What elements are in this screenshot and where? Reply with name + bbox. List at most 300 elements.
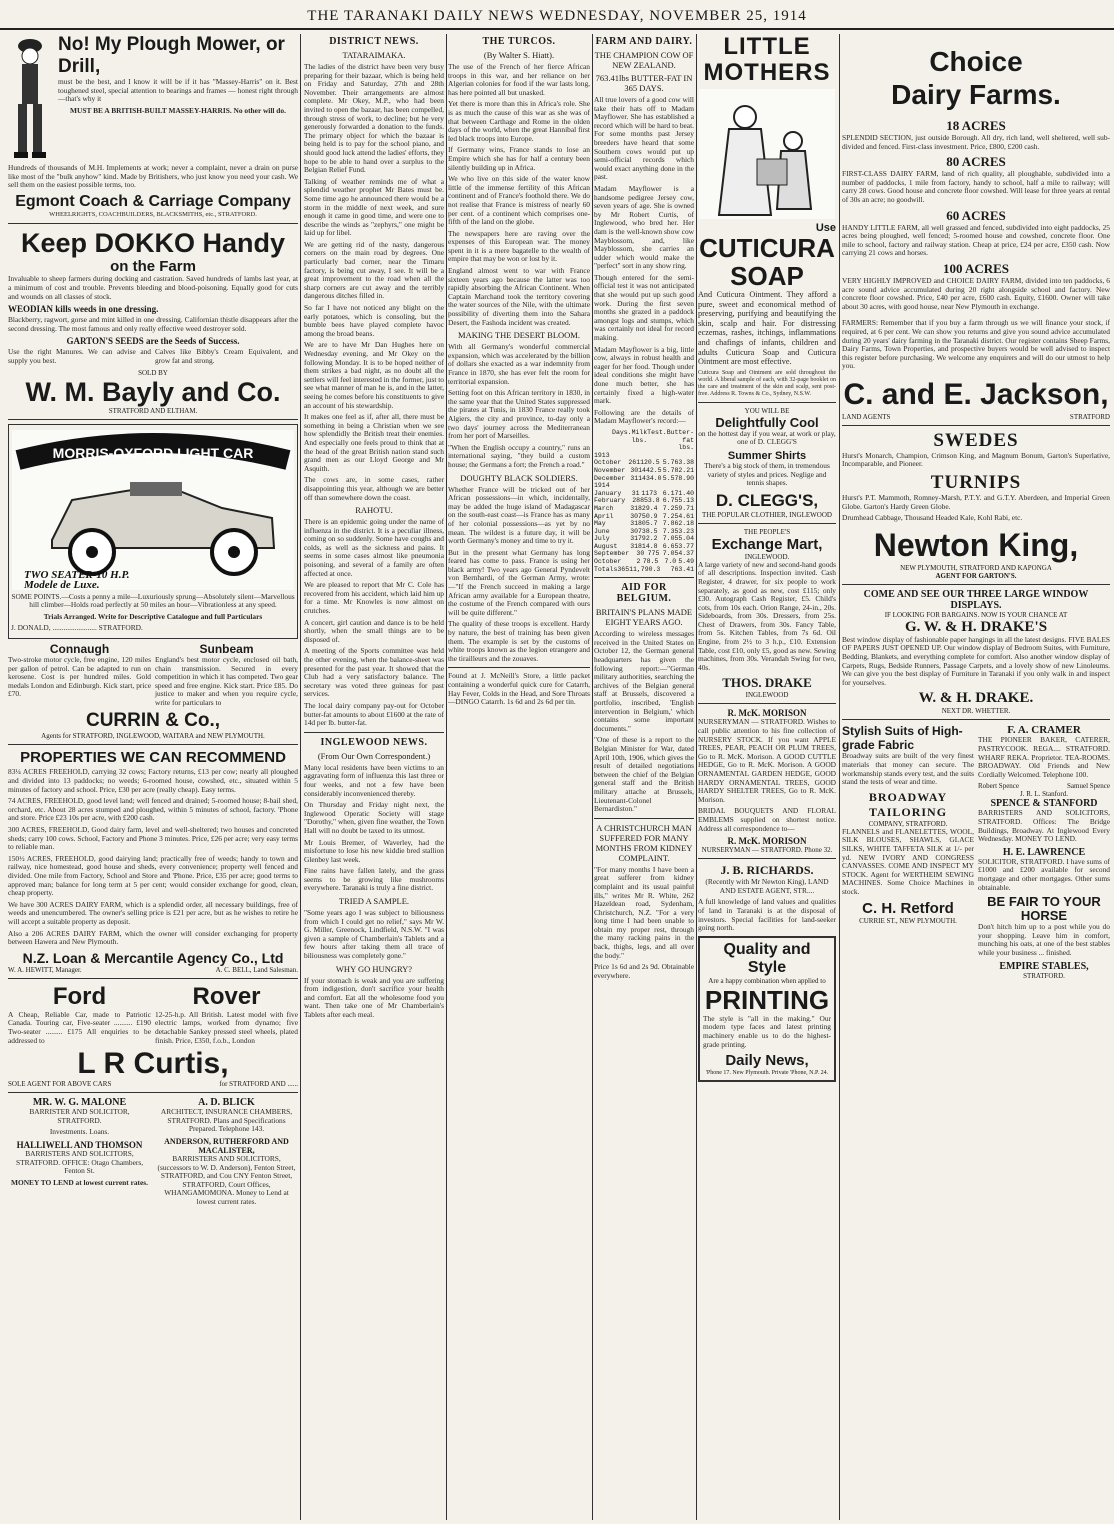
farm-text: HANDY LITTLE FARM, all well grassed and fenced, subdivided into eight paddocks, 25 acres being ploughed, well fenced; 5-roomed house and cowshed, concrete floor. One mile to school, factory and railway station. Cheap at price, £24 per acre, £350 cash. Now carrying 21 cows and horses. xyxy=(842,222,1110,258)
retford-heading: C. H. Retford xyxy=(862,899,954,917)
table-row xyxy=(594,452,694,460)
blick-heading: A. D. BLICK xyxy=(198,1097,255,1109)
property-more-2: Also a 206 ACRES DAIRY FARM, which the owner will consider exchanging for property between Hawera and New Plymouth. xyxy=(8,928,298,947)
dokko-heading: Keep DOKKO Handy xyxy=(20,228,286,259)
stanford-name: J. R. L. Stanford. xyxy=(1019,790,1069,799)
bayly-heading: W. M. Bayly and Co. xyxy=(25,376,281,407)
use-label: Use xyxy=(815,222,836,234)
table-cell: October xyxy=(594,459,622,467)
stylish-text: Broadway suits are built of the very finest materials that money can secure. The workmanship stands every test, and the suits stand the tests of wear and time. xyxy=(842,751,974,787)
table-cell: May xyxy=(594,520,606,528)
egmont-sub: WHEELRIGHTS, COACHBUILDERS, BLACKSMITHS, etc., STRATFORD. xyxy=(49,210,257,218)
article-paragraph: Madam Mayflower is a big, little cow, always in robust health and eager for her food. Though under ideal conditions she might have done much better, she has certainly fixed a high-water mark. xyxy=(594,344,694,406)
news-paragraph: Mr Louis Bremer, of Waverley, had the misfortune to lose his new kiddie bred stallion Glenbey last week. xyxy=(304,837,444,864)
table-row xyxy=(594,459,694,467)
table-cell: 7.0 xyxy=(662,535,675,543)
sold-by: SOLD BY xyxy=(138,368,168,377)
column-6-ads xyxy=(842,34,1110,1520)
properties-heading: PROPERTIES WE CAN RECOMMEND xyxy=(20,749,286,767)
motor-cycle-ads xyxy=(8,642,298,711)
table-cell: 1120.5 xyxy=(636,459,660,467)
table-cell: 71.40 xyxy=(674,489,694,497)
champion-cow-heading: THE CHAMPION COW OF NEW ZEALAND. xyxy=(594,50,694,70)
column-rule xyxy=(300,34,301,1520)
article-paragraph: Yet there is more than this in Africa's role. She is as much the cause of this war as she was of that between Carthage and Rome in the olden days of the world, when the great Hannibal first led black troops into Europe. xyxy=(448,99,590,143)
car-trials: Trials Arranged. Write for Descriptive Catalogue and full Particulars xyxy=(43,611,263,621)
blick-text: ARCHITECT, INSURANCE CHAMBERS, STRATFORD. Plans and Specifications Prepared. Telephone 143. xyxy=(160,1107,293,1134)
table-cell: 59.71 xyxy=(674,504,694,512)
table-cell: 5.7 xyxy=(662,459,675,467)
table-cell: 31 xyxy=(630,474,639,482)
table-cell: 829.4 xyxy=(638,504,658,512)
farm-heading: 80 ACRES xyxy=(946,154,1006,170)
spence-left: Robert Spence xyxy=(978,782,1020,791)
article-paragraph: But in the present what Germany has long feared has come to pass. France is using her black army! Two years ago General Pyndevelt von Bernhardi, of the German Army, wrote:—"If the French succeed in making a large African army available for a European theatre, the costume of the French compared with ours will be quite different." xyxy=(448,547,590,617)
table-cell: 78.90 xyxy=(674,474,694,482)
property-item: 83¼ ACRES FREEHOLD, carrying 32 cows; Factory returns, £13 per cow; nearly all ploughed and divided into 13 paddocks; no weeds; 6-roomed house, cowshed, etc., situated within 5 minutes of factory and school. Price, £30 per acre (really cheap). Easy terms. xyxy=(8,767,298,794)
table-cell: 1442.5 xyxy=(638,466,662,474)
table-cell: 1434.0 xyxy=(638,474,662,482)
connaugh-text: Two-stroke motor cycle, free engine, 120 miles per gallon of petrol. Can be adapted to run on kerosene. Cost is per hundred miles. Gold medals London and Edinburgh. Kick start, price £70. xyxy=(8,654,151,699)
spence-right: Samuel Spence xyxy=(1067,782,1110,791)
article-paragraph: "For many months I have been a great sufferer from kidney complaint and its usual painful ills," writes Mr R. White, 262 Hazeldean road, Sydenham, Christchurch, N.Z. "For a very long time I had been unable to obtain my proper rest, through the many racking pains in the back, thighs, legs, and all over the body." xyxy=(594,864,694,960)
empire-sub: STRATFORD. xyxy=(1023,971,1065,980)
butterfat-heading: 763.41lbs BUTTER-FAT IN 365 DAYS. xyxy=(595,73,693,93)
cramer-heading: F. A. CRAMER xyxy=(1007,724,1081,737)
article-paragraph: Following are the details of Madam Mayflower's record:— xyxy=(594,407,694,426)
rover-text: 12-25-h.p. All British. Latest model with five electric lamps, worked from dynamo; five detachable Sankey pressed steel wheels, plated finish. Price, £350, f.o.b., London xyxy=(155,1009,298,1045)
turnips-text: Hurst's P.T. Mammoth, Romney-Marsh, P.T.Y. and G.T.Y. Aberdeen, and Imperial Green Globe. Garton's Hardy Green Globe. xyxy=(842,493,1110,511)
column-rule xyxy=(839,34,840,1520)
farm-text: VERY HIGHLY IMPROVED and CHOICE DAIRY FARM, divided into ten paddocks, 6 acre sound advice accumulated during 20 right alongside school and factory. New concrete floor cowshed. Price, £40 per acre, £600 cash. Equity, £1600. Owner will take about 30 acres, with good house, near New Plymouth in exchange. xyxy=(842,275,1110,311)
gwh-drake-heading: G. W. & H. DRAKE'S xyxy=(904,618,1048,635)
broadway-heading: BROADWAY TAILORING xyxy=(868,789,948,819)
table-row xyxy=(594,513,694,521)
bottom-ads xyxy=(842,724,1110,979)
cuticura-text: And Cuticura Ointment. They afford a pure, sweet and economical method of preserving, purifying and beautifying the skin, scalp and hair. For distressing eczemas, rashes, itchings, inflammations and chafings of infants, children and adults Cuticura Soap and Cuticura Ointment are most effective. xyxy=(698,290,836,367)
table-cell: 6.7 xyxy=(662,497,675,505)
article-paragraph: The quality of these troops is excellent. Hardy by nature, the best of training has been given them. The example is set by the customs of white troops known as the legion etrangere and the tirailleurs and the zouaves. xyxy=(448,619,590,663)
news-paragraph: We are to have Mr Dan Hughes here on Wednesday evening, and Mr Okey on the following Monday. It is to be hoped neither of them strikes a bad night, as no doubt all the settlers will feel interested in the former, just to see what manner of man he is, and in the latter, seeing he comes before his constituents to give an account of his stewardship. xyxy=(304,340,444,410)
table-cell: 1913 xyxy=(594,451,610,459)
cool-heading: Delightfully Cool xyxy=(715,414,819,430)
news-paragraph: We are pleased to report that Mr C. Cole has recovered from his accident, which laid him up for a time. Mr Knowles is now almost on crutches. xyxy=(304,580,444,616)
table-cell: January xyxy=(594,489,622,497)
broadway-sub: COMPANY, STRATFORD. xyxy=(868,819,948,828)
table-cell: 54.61 xyxy=(674,512,694,520)
farm-text: FIRST-CLASS DAIRY FARM, land of rich quality, all ploughable, subdivided into a number of paddocks, 1 mile from factory, handy to school, half a mile to railway; will carry 28 cows. Good house and concrete floor cowshed. Will lease for three years at rental of 30s an acre; no goodwill. xyxy=(842,169,1110,204)
spence-heading: SPENCE & STANFORD xyxy=(990,798,1098,810)
nz-loan-salesman: A. C. BELL, Land Salesman. xyxy=(215,965,298,974)
retford-sub: CURRIE ST., NEW PLYMOUTH. xyxy=(859,916,957,925)
tataraimaka-heading: TATARAIMAKA. xyxy=(342,50,406,60)
cool-text: on the hottest day if you wear, at work or play, one of D. CLEGG'S xyxy=(698,428,836,447)
quality-sub: Are a happy combination when applied to xyxy=(708,976,826,985)
wh-drake-heading: W. & H. DRAKE. xyxy=(918,690,1034,707)
richards-heading: J. B. RICHARDS. xyxy=(720,863,814,878)
table-cell: November xyxy=(594,466,626,474)
article-paragraph: All true lovers of a good cow will take their hats off to Madam Mayflower. She has established a record which will be hard to beat. For some months past Jersey breeders have heard that some Southern cows would put up semi-official records which would exact anything done in the past. xyxy=(594,95,694,182)
morris-car-ad xyxy=(8,424,298,639)
table-cell: 53.77 xyxy=(674,542,694,550)
table-cell: Days. xyxy=(612,428,632,436)
property-item: 74 ACRES, FREEHOLD, good level land; well fenced and drained; 5-roomed house; 8-bail shed, orchard, etc. About 28 acres stumped and ploughed, within 5 minutes of school, factory. 'Phone and store. Price £23 10s per acre, with £200 cash. xyxy=(8,796,298,823)
malone-investments: Investments. Loans. xyxy=(49,1127,110,1137)
column-rule xyxy=(592,34,593,1520)
table-cell xyxy=(658,452,676,460)
column-4-farm-dairy xyxy=(594,34,694,1520)
curtis-sub-right: for STRATFORD AND ...... xyxy=(219,1080,298,1089)
article-paragraph: "One of these is a report to the Belgian Minister for War, dated April 10th, 1906, which gives the result of detailed negotiations between the chief of the Belgian general staff and the British military attache at Brussels, Lieutenant-Colonel Bernardiston." xyxy=(594,735,694,814)
table-cell: 5.5 xyxy=(662,474,675,482)
connaugh-heading: Connaugh xyxy=(49,641,110,656)
table-cell xyxy=(623,482,641,490)
article-paragraph: Found at J. McNeill's Store, a little packet containing a wonderful quick cure for Catarrh, Hay Fever, Colds in the Head, and Sore Throats—DINGO Catarrh. 1s 6d and 2s 6d per tin. xyxy=(448,671,590,707)
column-rule xyxy=(696,34,697,1520)
table-cell xyxy=(640,482,658,490)
richards-text: (Recently with Mr Newton King), LAND AND ESTATE AGENT, STR.... xyxy=(705,877,829,895)
swedes-text: Hurst's Monarch, Champion, Crimson King, and Magnum Bonum, Garton's Superlative, Incomparable, and Pioneer. xyxy=(842,450,1110,469)
table-row xyxy=(594,566,694,574)
news-paragraph: "Some years ago I was subject to biliousness from which I could get no relief," says Mr W. G. Miller, Greenock, Lindfield, N.S.W. "I was given a sample of Chamberlain's Tablets and a few hours after taking them all trace of biliousness was completely gone." xyxy=(304,908,444,961)
printing-ad xyxy=(698,936,836,1082)
table-cell: 31 xyxy=(631,489,640,497)
table-cell: 54.37 xyxy=(674,550,694,558)
morison-footer-sub: NURSERYMAN — STRATFORD. Phone 32. xyxy=(701,846,833,855)
morison-heading: R. McK. MORISON xyxy=(727,708,807,719)
table-row xyxy=(594,543,694,551)
clegg-heading: D. CLEGG'S, xyxy=(715,490,819,510)
newton-king-agent: AGENT FOR GARTON'S. xyxy=(935,571,1017,580)
table-row xyxy=(594,490,694,498)
farm-text: SPLENDID SECTION, just outside Borough. All dry, rich land, well sheltered, well sub-divided and fenced. First-class investment. Price, £800, £200 cash. xyxy=(842,133,1110,151)
malone-heading: MR. W. G. MALONE xyxy=(32,1097,127,1109)
news-paragraph: On Thursday and Friday night next, the Inglewood Operatic Society will stage "Dorothy," when, given fine weather, the Town Hall will no doubt be taxed to its utmost. xyxy=(304,800,444,835)
car-caption-1: TWO SEATER-10 H.P. xyxy=(24,568,130,581)
masthead: THE TARANAKI DAILY NEWS WEDNESDAY, NOVEMBER 25, 1914 xyxy=(0,4,1114,30)
ford-text: A Cheap, Reliable Car, made to Patriotic Canada. Touring car, Five-seater .......... £190 Two-seater ......... £175 All enquiries to be addressed to xyxy=(8,1009,151,1045)
halliwell-text: BARRISTERS AND SOLICITORS, STRATFORD. OFFICE: Otago Chambers, Fenton St. xyxy=(15,1148,144,1176)
table-cell: Milk lbs. xyxy=(631,428,648,444)
sunbeam-text: England's best motor cycle, enclosed oil bath, chain transmission. Secured in every competition in which it has competed. Two gear speed and free engine. Kick start. Price £85. Do justice to maker and when you require cycle, write for particulars to xyxy=(155,654,298,707)
peoples-label: THE PEOPLE'S xyxy=(743,527,791,536)
currin-heading: CURRIN & Co., xyxy=(85,710,221,732)
table-cell: 7.8 xyxy=(662,520,675,528)
richards-text-2: A full knowledge of land values and qualities of land in Taranaki is at the disposal of investors. Special facilities for land-seeker going north. xyxy=(698,897,836,933)
table-row xyxy=(594,475,694,483)
why-hungry-heading: WHY GO HUNGRY? xyxy=(335,963,413,974)
article-paragraph: "When the English occupy a country," runs an international saying, "they build a custom house; the Germans a fort; the French a road." xyxy=(448,442,590,469)
district-news-heading: DISTRICT NEWS. xyxy=(329,36,419,47)
inglewood-news-heading: INGLEWOOD NEWS. xyxy=(320,736,428,748)
table-cell: 763.41 xyxy=(670,565,694,573)
table-cell: 5.49 xyxy=(678,558,694,566)
daily-news-heading: Daily News, xyxy=(725,1052,809,1070)
plough-ad-title: No! My Plough Mower, or Drill, xyxy=(58,34,285,77)
anderson-text: BARRISTERS AND SOLICITORS, (successors to W. D. Anderson), Fenton Street, STRATFORD, and Cou CNY Fenton Street, STRATFORD, Court Offices, WHANGAMOMONA. Money to Lend at lowest current rates. xyxy=(157,1153,296,1206)
table-cell xyxy=(660,566,670,574)
table-cell: 5.7 xyxy=(662,466,675,474)
article-paragraph: If Germany wins, France stands to lose an Empire which she has for half a century been silently building up in Africa. xyxy=(448,145,590,172)
news-paragraph: The local dairy company pay-out for October butter-fat amounts to about £1600 at the rate of 14d per lb. butter-fat. xyxy=(304,700,444,728)
you-will-be: YOU WILL BE xyxy=(744,406,790,415)
table-cell: 11,790.3 xyxy=(629,565,661,573)
plough-ad-must: MUST BE A BRITISH-BUILT MASSEY-HARRIS. No other will do. xyxy=(70,105,286,115)
article-paragraph: According to wireless messages received in the United States on October 12, the German general headquarters has given the following report:—"German military authorities, searching the archives of the Belgian general staff at Brussels, discovered a portfolio, inscribed, 'English intervention in Belgium,' which contains some important documents." xyxy=(594,629,694,733)
cuticura-heading: CUTICURA SOAP xyxy=(699,233,835,291)
table-cell: 31 xyxy=(630,504,639,512)
gwh-drake-text: Best window display of fashionable paper hangings in all the latest designs. FIVE BALES OF PAPERS JUST OPENED UP. Our window display of Bedroom Suites, with Furniture, Bedding, Blankets, and everything complete for comfort. Also another window display of Carpets, Rugs, Bedside Runners, Passage Carpets, and a lovely show of new Linoleums. We can give you the best display of Furniture in Taranaki if you only walk in and inspect for yourselves. xyxy=(842,634,1110,687)
table-cell: 7.3 xyxy=(662,527,675,535)
table-row xyxy=(594,520,694,528)
column-5-ads xyxy=(698,34,836,1520)
table-cell xyxy=(676,482,694,490)
table-cell xyxy=(623,452,641,460)
table-cell: 30 xyxy=(630,512,639,520)
column-rule xyxy=(446,34,447,1520)
choice-heading: Choice xyxy=(929,46,1023,77)
news-paragraph: We are getting rid of the nasty, dangerous corners on the main road by degrees. One particularly bad corner, near the Timaru factory, is being cut away, I see. It will be a great improvement to the road when all the sharp corners are cut away and the terribly dangerous ditches filled in. xyxy=(304,239,444,301)
table-row xyxy=(594,467,694,475)
table-cell: July xyxy=(594,535,610,543)
farm-dairy-heading: FARM AND DAIRY. xyxy=(595,36,693,47)
news-paragraph: So far I have not noticed any blight on the early potatoes, which is consoling, but the bumble bees have played complete havoc among the broad beans. xyxy=(304,303,444,338)
table-cell: 792.2 xyxy=(638,535,658,543)
exchange-text: A large variety of new and second-hand goods of all descriptions. Inspection invited. Cash Register, 4 drawer, for six people to work separately, as good as new, cost £115; only £30. Autograph Cash Register, £5. Child's cots, from 10s each. Orion Range, 24-in., 20s. Sideboards, from 30s. Dressers, from 25s. Chest of Drawers, from 30s. Fancy Table, from 5s. Kitchen Tables, from 7s 6d. Oil Engine, from 2½ to 3 h.p., £10. Extension Table, cost £10, only £5, good as new. Sewing machines, from 30s. Verandah Swing for two, 40s. xyxy=(698,559,836,672)
table-cell: Totals xyxy=(594,565,618,573)
table-cell: 82.21 xyxy=(674,466,694,474)
farmer-figure-icon xyxy=(8,34,52,164)
table-cell: 365 xyxy=(617,565,630,573)
news-paragraph: There is an epidemic going under the name of influenza in the district. It is a peculiar illness, coming on so suddenly. Some have coughs and colds, as well as the sickness and pains. It seems in some cases almost like pneumonia poisoning, and several of a family are often affected at once. xyxy=(304,517,444,578)
news-paragraph: Fine rains have fallen lately, and the grass seems to be growing like mushrooms everywhere. Taranaki is truly a fine district. xyxy=(304,866,444,893)
turcos-heading: THE TURCOS. xyxy=(482,36,556,47)
table-cell: 7.0 xyxy=(662,550,675,558)
news-paragraph: The ladies of the district have been very busy preparing for their bazaar, which is being held on Friday and Saturday, 27th and 28th November. Their arrangements are almost complete. Mr Okey, M.P., who had been invited to open the bazaar, has been compelled, through stress of work, to decline; but he very generously forwarded a donation to the funds. The primary object for which the bazaar is being held is to pay for the school piano, and should good luck attend the ladies' efforts, they hope to be able to hand over a surplus to the Belgian Relief Fund. xyxy=(304,62,444,175)
weodian-text: Blackberry, ragwort, gorse and mint killed in one dressing. Californian thistle disappears after the second dressing. The most famous and only really effective weed destroyer sold. xyxy=(8,315,298,333)
table-cell: 1914 xyxy=(594,482,610,490)
exchange-sub: INGLEWOOD. xyxy=(744,552,790,561)
christchurch-heading: A CHRISTCHURCH MAN SUFFERED FOR MANY MONTHS FROM KIDNEY COMPLAINT. xyxy=(595,822,693,863)
table-cell xyxy=(640,452,658,460)
table-cell: 814.8 xyxy=(638,542,658,550)
table-cell: March xyxy=(594,504,614,512)
newton-king-heading: Newton King, xyxy=(873,526,1079,563)
rover-heading: Rover xyxy=(192,982,261,1010)
morison-bridal: BRIDAL BOUQUETS AND FLORAL EMBLEMS supplied on shortest notice. Address all correspondence to— xyxy=(698,806,836,833)
jackson-right: STRATFORD xyxy=(1069,412,1110,421)
article-paragraph: With all Germany's wonderful commercial expansion, which was accelerated by the billion of dollars she exacted as a war indemnity from France in 1870, she has ever felt the room for territorial expansion. xyxy=(448,342,590,386)
table-cell xyxy=(676,452,694,460)
table-cell xyxy=(594,429,612,452)
table-cell: Butter-fat lbs. xyxy=(666,428,694,452)
article-paragraph: The use of the French of her fierce African troops in this war, and her reliance on her Algerian colonies for food if the war lasts long, has here pointed all but unasked. xyxy=(448,62,590,97)
black-soldiers-heading: DOUGHTY BLACK SOLDIERS. xyxy=(460,472,578,483)
table-row xyxy=(594,505,694,513)
car-caption-2: Modele de Luxe. xyxy=(24,578,100,590)
farm-heading: 18 ACRES xyxy=(946,118,1006,133)
table-cell: June xyxy=(594,527,610,535)
drumhead-text: Drumhead Cabbage, Thousand Headed Kale, Kohl Rabi, etc. xyxy=(842,513,1023,523)
turcos-byline: (By Walter S. Hiatt). xyxy=(483,50,555,60)
sunbeam-heading: Sunbeam xyxy=(199,641,254,656)
table-cell: 63.38 xyxy=(674,459,694,467)
news-paragraph: A concert, girl caution and dance is to be held shortly, when the small things are to be disposed of. xyxy=(304,617,444,644)
flannels-text: FLANNELS and FLANELETTES, WOOL, SILK BLOUSES, SHAWLS, GLACE SILKS, WHITE TAFFETA SILK at 1/- per yd. NEW IVORY AND CONGRESS CANVASSES. COME AND INSPECT MY STOCK. Agent for WERTHEIM SEWING MACHINES. Some Choice Machines in stock. xyxy=(842,826,974,896)
news-paragraph: Talking of weather reminds me of what a splendid weather prophet Mr Bates must be. Some time ago he announced there would be a storm in the middle of next week, and sure enough it came in good time, and were one to describe the winds as "zephyrs," one might be laid up for libel. xyxy=(304,176,444,238)
printing-text: The style is "all in the making." Our modern type faces and latest printing machinery enable us to do the highest-grade printing. xyxy=(703,1013,831,1049)
turnips-heading: TURNIPS xyxy=(930,472,1022,494)
clegg-sub: THE POPULAR CLOTHIER, INGLEWOOD xyxy=(702,510,832,519)
table-header-row xyxy=(594,429,694,452)
windows-sub: IF LOOKING FOR BARGAINS. NOW IS YOUR CHANCE AT xyxy=(884,610,1068,619)
table-row xyxy=(594,535,694,543)
drake-heading: THOS. DRAKE xyxy=(722,675,812,691)
massey-harris-ad xyxy=(8,34,298,164)
table-row xyxy=(594,497,694,505)
table-cell: 7.0 xyxy=(664,558,677,566)
fair-text: Don't hitch him up to a post while you do your shopping. Leave him in comfort, munching his oats, at one of the best stables while your business ... finished. xyxy=(978,922,1110,957)
table-cell: 805.7 xyxy=(638,520,658,528)
daily-news-sub: 'Phone 17. New Plymouth. Private 'Phone, N.P. 24. xyxy=(705,1070,829,1077)
table-cell: 738.5 xyxy=(638,527,658,535)
table-cell: 6.6 xyxy=(662,542,675,550)
halliwell-heading: HALLIWELL AND THOMSON xyxy=(16,1139,143,1150)
table-cell: 62.18 xyxy=(674,520,694,528)
column-3-turcos xyxy=(448,34,590,1520)
lawrence-heading: H. E. LAWRENCE xyxy=(1002,846,1086,858)
news-paragraph: A meeting of the Sports committee was held the other evening, when the balance-sheet was presented for the past year. It showed that the Club had a very satisfactory balance. The secretary was voted three guineas for past services. xyxy=(304,646,444,699)
table-cell: 750.9 xyxy=(638,512,658,520)
halliwell-money: MONEY TO LEND at lowest current rates. xyxy=(10,1177,149,1187)
car-illustration-icon xyxy=(12,430,294,590)
morison-text: NURSERYMAN — STRATFORD. Wishes to call public attention to his fine collection of NURSERY STOCK. If you want APPLE TREES, PEAR, PEACH OR PLUM TREES, Go to R. McK. Morison. A GOOD CUTTLE HEDGE, Go to R. McK. Morison. A GOOD ORNAMENTAL GARDEN HEDGE, GOOD HARDY ORNAMENTAL TREES, GOOD HARDY SHELTER TREES, Go to R. McK. Morison. xyxy=(698,717,836,804)
tried-sample-heading: TRIED A SAMPLE. xyxy=(338,896,410,907)
table-row xyxy=(594,482,694,490)
table-cell: 2 xyxy=(636,558,641,566)
newton-king-sub: NEW PLYMOUTH, STRATFORD AND KAPONGA xyxy=(900,563,1052,572)
table-cell: February xyxy=(594,497,626,505)
article-paragraph: Price 1s 6d and 2s 9d. Obtainable everywhere. xyxy=(594,962,694,980)
dairy-farms-heading: Dairy Farms. xyxy=(891,79,1061,110)
table-cell: 78.5 xyxy=(642,558,659,566)
nz-loan-heading: N.Z. Loan & Mercantile Agency Co., Ltd xyxy=(22,949,284,966)
column-2-district-news xyxy=(304,34,444,1520)
jackson-left: LAND AGENTS xyxy=(842,412,891,421)
article-paragraph: Setting foot on this African territory in 1830, in the same year that the United States suppressed the pirates at Tunis, in 1830 France really took Algiers, the city and province, to-day only a two days' journey across the Mediterranean from her port of Marseilles. xyxy=(448,388,590,441)
news-paragraph: It makes one feel as if, after all, there must be something in being a Christian when we see how splendidly the British treat their enemies. And especially one feels proud to think that at the head of the great British nation stand such grand men as our Lloyd George and Mr Asquith. xyxy=(304,412,444,473)
table-cell xyxy=(658,482,676,490)
table-cell: 28 xyxy=(632,497,641,505)
table-row xyxy=(594,550,694,558)
curtis-heading: L R Curtis, xyxy=(77,1047,229,1081)
table-cell: April xyxy=(594,512,614,520)
table-cell: 31 xyxy=(630,520,639,528)
article-paragraph: Madam Mayflower is a handsome pedigree Jersey cow, seven years of age. She is owned by Mr Robert Curtis, of Inglewood, who bred her. Her dam is the well-known show cow Mayblossom, and, like Mayblossom, she carries an udder which would make the "perfect" sort in any show ring. xyxy=(594,183,694,271)
fair-heading: BE FAIR TO YOUR HORSE xyxy=(987,894,1101,924)
table-cell: 7.2 xyxy=(662,504,675,512)
table-cell: 6.1 xyxy=(662,489,675,497)
article-paragraph: We who live on this side of the water know little of the immense fertility of this African continent and of France's foothold there. We do not realise that France is mistress of nearly 60 per cent. of a continent which comprises one-fifth of the land on the globe. xyxy=(448,174,590,227)
article-paragraph: Whether France will be tricked out of her African possessions—in which, incidentally, may be added the huge island of Madagascar on the south-east coast—is France has as many of her colonial possessions—as yet by no mean. The wildest is a future day, it will be worth Germany's money and time to try it. xyxy=(448,484,590,546)
nz-loan-manager: W. A. HEWITT, Manager. xyxy=(8,965,82,974)
dokko-sub: on the Farm xyxy=(110,258,196,276)
butterfat-table xyxy=(594,429,694,573)
table-cell: 30 xyxy=(630,466,639,474)
article-paragraph: England almost went to war with France sixteen years ago because the latter was too rapidly absorbing the African Continent. When Captain Marchand took the territory covering the water sources of the Nile, with the ultimate possibility of diverting them into the Sahara Desert, the Fashoda incident was created. xyxy=(448,266,590,327)
egmont-heading: Egmont Coach & Carriage Company xyxy=(15,192,291,210)
table-cell: August xyxy=(594,542,618,550)
table-cell: September xyxy=(594,550,630,558)
column-1-ads xyxy=(8,34,298,1520)
exchange-mart-heading: Exchange Mart, xyxy=(711,535,823,553)
table-cell: 53.23 xyxy=(674,527,694,535)
property-item: 150½ ACRES, FREEHOLD, good dairying land; practically free of weeds; handy to town and railway, nice homestead, good house and sheds, every convenience; property well fenced and divided. One mile from Factory, School and Store and 'Phone. Price, £35 per acre; good terms to approved man; balance for long term at 5 per cent; would consider exchange for good, clean, cheap property. xyxy=(8,853,298,898)
professional-cards xyxy=(8,1097,298,1209)
dokko-text: Invaluable to sheep farmers during docking and castration. Saved hundreds of lambs last year, at a minimum of cost and trouble. Prevents bleeding and blood-poisoning. Equally good for cuts and wounds on all classes of stock. xyxy=(8,274,298,301)
summer-text: There's a big stock of them, in tremendous variety of styles and prices. Neglige and tennis shapes. xyxy=(704,460,830,488)
empire-heading: EMPIRE STABLES, xyxy=(999,960,1089,972)
currin-sub: Agents for STRATFORD, INGLEWOOD, WAITARA and NEW PLYMOUTH. xyxy=(41,732,265,741)
cramer-text: THE PIONEER BAKER, CATERER, PASTRYCOOK. REGA.... STRATFORD. WHARF REKA. Proprietor. TEA-ROOMS. BROADWAY. Old Friends and New Cordially Welcomed. Telephone 100. xyxy=(978,735,1110,779)
table-row xyxy=(594,558,694,566)
table-cell: 31 xyxy=(630,542,639,550)
spence-text: BARRISTERS AND SOLICITORS, STRATFORD. Offices: The Bridge Buildings, Broadway. At Inglewood Every Wednesday. MONEY TO LEND. xyxy=(978,808,1110,844)
little-mothers-heading: LITTLE MOTHERS xyxy=(703,34,831,86)
article-paragraph: The newspapers here are raving over the expenses of this European war. The money spent in it is a mere bagatelle to the wealth of empire that may be won or lost by it. xyxy=(448,228,590,264)
plough-ad-footer: Hundreds of thousands of M.H. Implements at work; never a complaint, never a drain on purse like most of the "bulk anyhow" kind. Made by Britishers, who just know you need your cash. We sell them on the easiest possible terms, too. xyxy=(8,163,298,190)
car-text: SOME POINTS.—Costs a penny a mile—Luxuriously sprung—Absolutely silent—Marvellous hill climber—Holds road perfectly at 50 miles an hour—Vibrationless at any speed. xyxy=(11,591,295,610)
farmers-note: FARMERS: Remember that if you buy a farm through us we will finance your stock, if required, at 6 per cent. We can show you returns and give you sound advice accumulated during 20 years' dairy farming in the Taranaki district. Our register contains Sheep Farms, Dairy Farms, Town Properties, and prospective buyers would be well advised to inspect this register before purchasing. We welcome any enquirers and will do our utmost to help you. xyxy=(842,318,1110,371)
table-cell: Test. xyxy=(647,428,667,436)
property-more: We have 300 ACRES DAIRY FARM, which is a splendid order, all necessary buildings, free of weeds and unencumbered. The owner's selling price is £21 per acre, but as he wishes to retire he will accept a suitable property as deposit. xyxy=(8,899,298,926)
table-cell: 55.13 xyxy=(674,497,694,505)
printing-heading: PRINTING xyxy=(704,984,830,1015)
weodian-heading: WEODIAN kills weeds in one dressing. xyxy=(8,304,159,315)
table-row xyxy=(594,528,694,536)
drake-sub: INGLEWOOD xyxy=(745,691,789,700)
ford-heading: Ford xyxy=(52,982,107,1010)
curtis-sub-left: SOLE AGENT FOR ABOVE CARS xyxy=(8,1080,112,1089)
table-cell: December xyxy=(594,474,626,482)
jackson-heading: C. and E. Jackson, xyxy=(843,377,1109,411)
table-cell: 31 xyxy=(630,535,639,543)
rahotu-heading: RAHOTU. xyxy=(355,505,393,516)
table-cell: 30 xyxy=(630,527,639,535)
table-cell: 30 xyxy=(636,550,645,558)
morison-footer: R. McK. MORISON xyxy=(727,836,807,847)
wh-drake-sub: NEXT DR. WHETTER. xyxy=(941,707,1011,716)
table-cell: 853.8 xyxy=(640,497,660,505)
anderson-heading: ANDERSON, RUTHERFORD AND MACALISTER, xyxy=(164,1136,289,1155)
property-item: 300 ACRES, FREEHOLD, Good dairy farm, level and well-sheltered; two houses and concreted sheds; carry 100 cows. School, Factory and Phone 3 minutes. Price, £26 per acre; very easy terms to reliable man. xyxy=(8,825,298,852)
summer-shirts-heading: Summer Shirts xyxy=(727,449,807,462)
farm-heading: 60 ACRES xyxy=(946,207,1006,223)
lawrence-text: SOLICITOR, STRATFORD. I have sums of £1000 and £200 available for second mortgage and other mortgages. Other sums obtainable. xyxy=(978,856,1110,892)
stylish-heading: Stylish Suits of High-grade Fabric xyxy=(842,724,963,753)
bayly-sub: STRATFORD AND ELTHAM. xyxy=(108,406,198,415)
table-cell: 55.04 xyxy=(674,535,694,543)
news-paragraph: If your stomach is weak and you are suffering from indigestion, don't sacrifice your health and comfort. Eat all the wholesome food you want. Then take one of Mr Chamberlain's Tablets after each meal. xyxy=(304,975,444,1019)
garton-right: Calves like Bibby's Cream Equivalent, and grow fat and strong. xyxy=(155,347,298,365)
belgium-heading: AID FOR BELGIUM. xyxy=(616,582,672,605)
cuticura-small: Cuticura Soap and Ointment are sold throughout the world. A liberal sample of each, with 32-page booklet on the care and treatment of the skin and scalp, sent post-free. Address R. Towns & Co., Sydney, N.S.W. xyxy=(698,369,836,397)
table-cell: 7.2 xyxy=(662,512,675,520)
desert-bloom-heading: MAKING THE DESERT BLOOM. xyxy=(458,330,580,341)
quality-heading: Quality and Style xyxy=(723,940,811,976)
table-cell: 775 xyxy=(647,550,660,558)
news-paragraph: The cows are, in some cases, rather disappointing this year, although we are better off than somewhere down the coast. xyxy=(304,475,444,502)
